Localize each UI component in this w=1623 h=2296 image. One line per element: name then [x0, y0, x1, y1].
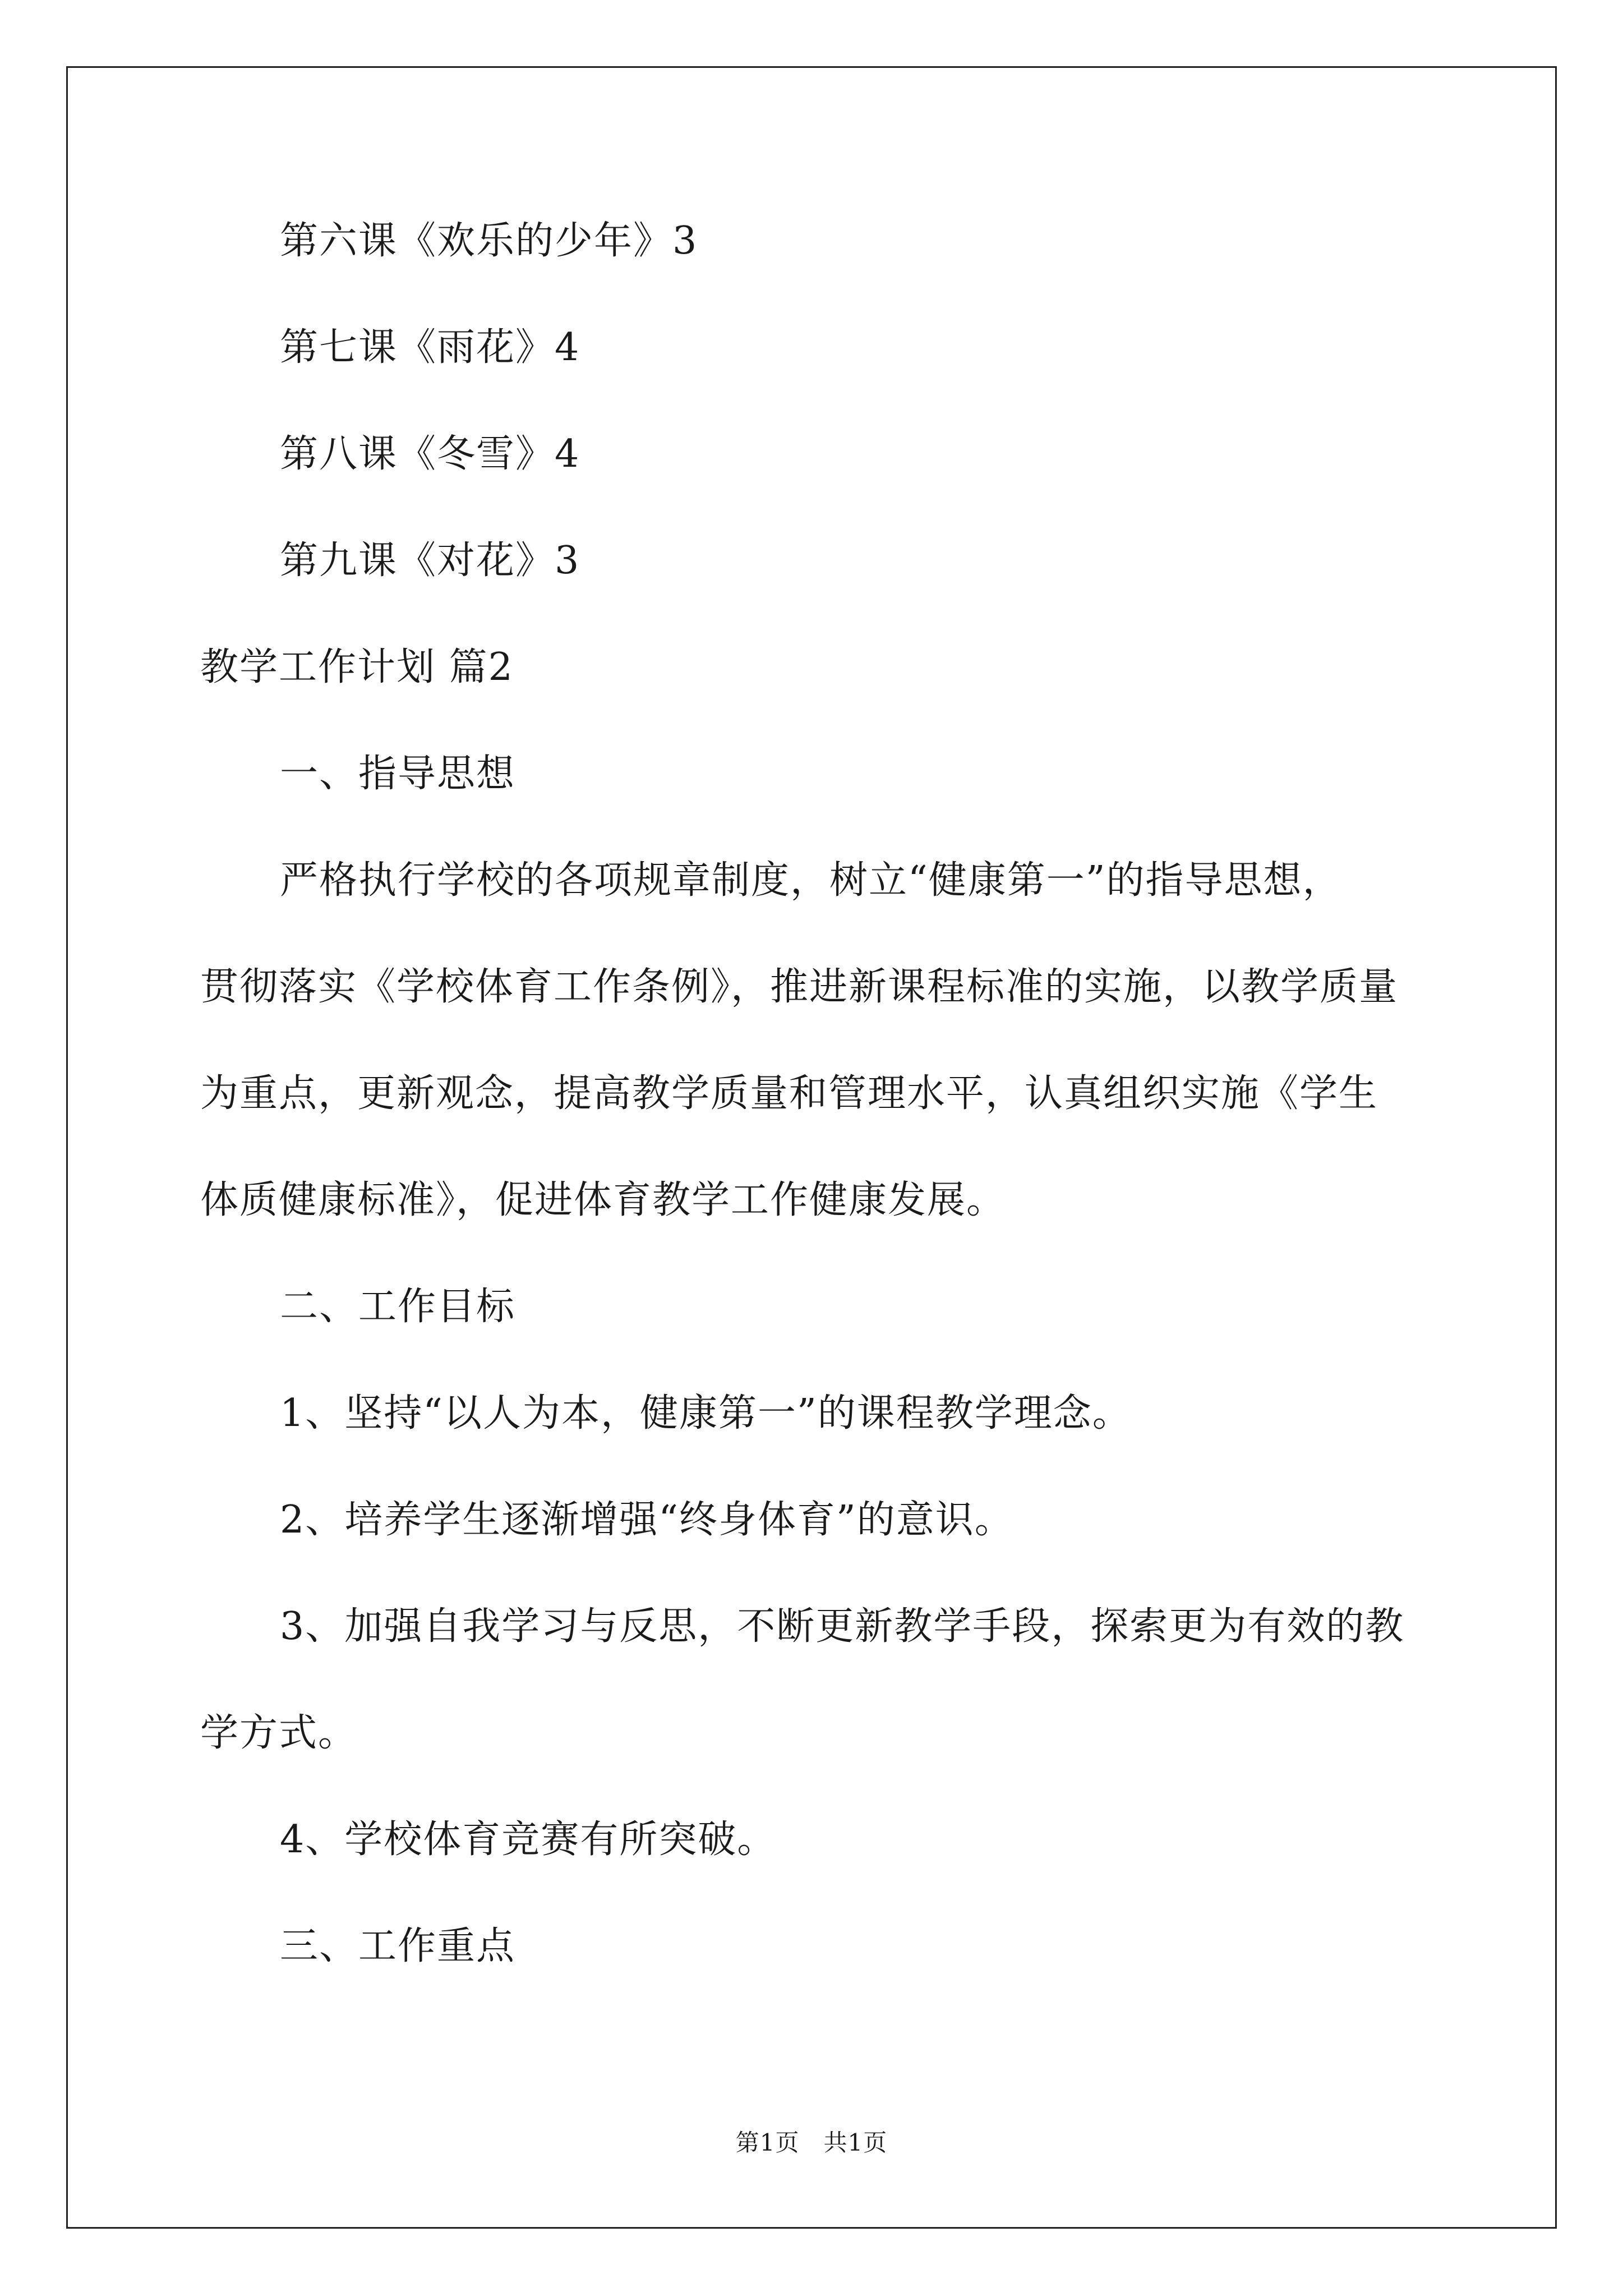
- heading-guiding-thought: 一、指导思想: [280, 752, 516, 796]
- goal-item-3-continued: 学方式。: [200, 1711, 358, 1755]
- paragraph-line: 贯彻落实《学校体育工作条例》，推进新课程标准的实施，以教学质量: [200, 965, 1399, 1009]
- goal-item-4: 4、学校体育竞赛有所突破。: [280, 1818, 777, 1862]
- lesson-6-line: 第六课《欢乐的少年》3: [280, 219, 698, 263]
- goal-item-2: 2、培养学生逐渐增强“终身体育”的意识。: [280, 1498, 1014, 1542]
- paragraph-line: 为重点，更新观念，提高教学质量和管理水平，认真组织实施《学生: [200, 1071, 1378, 1116]
- goal-item-1: 1、坚持“以人为本，健康第一”的课程教学理念。: [280, 1391, 1132, 1435]
- paragraph-line: 严格执行学校的各项规章制度，树立“健康第一”的指导思想，: [280, 858, 1342, 903]
- heading-work-focus: 三、工作重点: [280, 1924, 516, 1968]
- page-footer: 第1页 共1页: [735, 2129, 888, 2156]
- goal-item-3: 3、加强自我学习与反思，不断更新教学手段，探索更为有效的教: [280, 1604, 1405, 1649]
- page-border: [66, 66, 1557, 2229]
- lesson-8-line: 第八课《冬雪》4: [280, 432, 580, 476]
- paragraph-line: 体质健康标准》，促进体育教学工作健康发展。: [200, 1178, 1006, 1222]
- heading-work-goals: 二、工作目标: [280, 1285, 516, 1329]
- section-title: 教学工作计划 篇2: [200, 645, 514, 689]
- lesson-9-line: 第九课《对花》3: [280, 539, 580, 583]
- lesson-7-line: 第七课《雨花》4: [280, 325, 580, 370]
